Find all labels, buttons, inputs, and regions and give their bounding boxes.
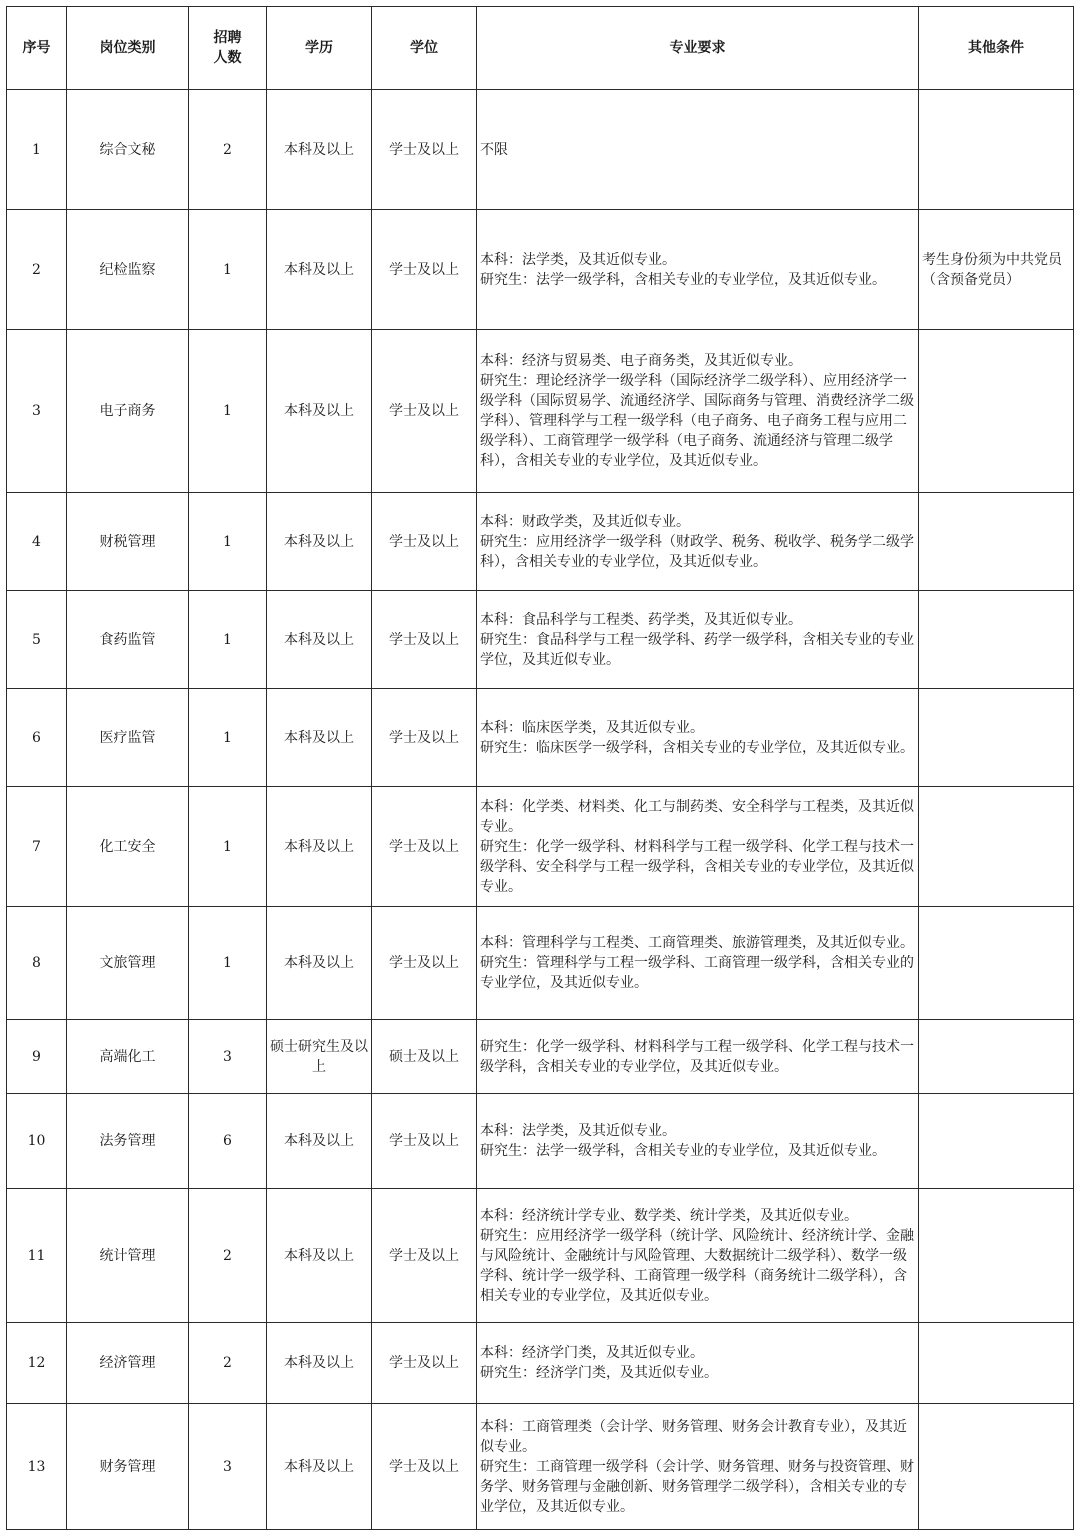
row-index: 1: [7, 90, 67, 210]
major-requirement-line: 本科：临床医学类，及其近似专业。: [480, 719, 704, 736]
table-row: [7, 1323, 1074, 1404]
row-category: 法务管理: [67, 1094, 189, 1189]
table-row: [7, 1020, 1074, 1094]
row-degree: 学士及以上: [372, 787, 477, 907]
major-requirement-line: 不限: [480, 141, 508, 158]
row-education: 本科及以上: [267, 330, 372, 493]
row-other-conditions: [919, 493, 1074, 591]
table-row: [7, 787, 1074, 907]
row-education: 本科及以上: [267, 493, 372, 591]
table-row: [7, 210, 1074, 330]
row-major-requirement: [477, 1189, 919, 1323]
row-major-requirement: [477, 493, 919, 591]
row-degree: 学士及以上: [372, 907, 477, 1020]
table-row: [7, 493, 1074, 591]
row-category: 医疗监管: [67, 689, 189, 787]
row-category: 文旅管理: [67, 907, 189, 1020]
row-degree: 学士及以上: [372, 90, 477, 210]
row-category: 经济管理: [67, 1323, 189, 1404]
row-category: 高端化工: [67, 1020, 189, 1094]
row-degree: 硕士及以上: [372, 1020, 477, 1094]
major-requirement-line: 研究生：经济学门类，及其近似专业。: [480, 1365, 718, 1381]
row-education: 本科及以上: [267, 1189, 372, 1323]
header-education: 学历: [267, 7, 372, 90]
major-requirement-line: 本科：食品科学与工程类、药学类，及其近似专业。: [480, 611, 802, 628]
row-other-conditions: [919, 1020, 1074, 1094]
table-row: [7, 90, 1074, 210]
row-index: 9: [7, 1020, 67, 1094]
major-requirement-line: 本科：经济学门类，及其近似专业。: [480, 1345, 704, 1361]
row-education: 本科及以上: [267, 1404, 372, 1530]
row-education: 本科及以上: [267, 689, 372, 787]
row-category: 综合文秘: [67, 90, 189, 210]
major-requirement-line: 本科：工商管理类（会计学、财务管理、财务会计教育专业），及其近似专业。: [480, 1418, 907, 1455]
row-other-conditions: [919, 689, 1074, 787]
row-major-requirement: [477, 1094, 919, 1189]
recruitment-table: [6, 6, 1074, 1530]
row-major-requirement: [477, 330, 919, 493]
row-count: 3: [189, 1020, 267, 1094]
table-row: [7, 1094, 1074, 1189]
row-degree: 学士及以上: [372, 1094, 477, 1189]
row-education: 硕士研究生及以上: [267, 1020, 372, 1094]
row-major-requirement: [477, 591, 919, 689]
row-count: 3: [189, 1404, 267, 1530]
row-category: 财税管理: [67, 493, 189, 591]
row-index: 8: [7, 907, 67, 1020]
row-education: 本科及以上: [267, 907, 372, 1020]
row-education: 本科及以上: [267, 1094, 372, 1189]
row-count: 2: [189, 1323, 267, 1404]
row-index: 3: [7, 330, 67, 493]
row-index: 12: [7, 1323, 67, 1404]
row-count: 1: [189, 330, 267, 493]
header-category: 岗位类别: [67, 7, 189, 90]
row-degree: 学士及以上: [372, 689, 477, 787]
major-requirement-line: 研究生：化学一级学科、材料科学与工程一级学科、化学工程与技术一级学科、安全科学与工程一级学科，含相关专业的专业学位，及其近似专业。: [480, 838, 914, 895]
table-row: [7, 1189, 1074, 1323]
row-education: 本科及以上: [267, 591, 372, 689]
row-category: 统计管理: [67, 1189, 189, 1323]
row-category: 食药监管: [67, 591, 189, 689]
row-index: 13: [7, 1404, 67, 1530]
row-index: 5: [7, 591, 67, 689]
table-row: [7, 907, 1074, 1020]
row-index: 6: [7, 689, 67, 787]
header-degree: 学位: [372, 7, 477, 90]
row-count: 2: [189, 90, 267, 210]
row-other-conditions: [919, 907, 1074, 1020]
row-major-requirement: [477, 1404, 919, 1530]
row-other-conditions: [919, 1404, 1074, 1530]
major-requirement-line: 本科：财政学类，及其近似专业。: [480, 513, 690, 530]
row-degree: 学士及以上: [372, 493, 477, 591]
major-requirement-line: 研究生：应用经济学一级学科（统计学、风险统计、经济统计学、金融与风险统计、金融统计与风险管理、大数据统计二级学科）、数学一级学科、统计学一级学科、工商管理一级学科（商务统计二级学科），含相关专业的专业学位，及其近似专业。: [480, 1227, 914, 1304]
row-count: 1: [189, 907, 267, 1020]
major-requirement-line: 研究生：法学一级学科，含相关专业的专业学位，及其近似专业。: [480, 1143, 886, 1159]
row-count: 1: [189, 591, 267, 689]
header-count-line1: 招聘: [213, 30, 242, 46]
row-count: 6: [189, 1094, 267, 1189]
row-major-requirement: [477, 787, 919, 907]
row-major-requirement: [477, 907, 919, 1020]
row-degree: 学士及以上: [372, 1404, 477, 1530]
row-other-conditions: [919, 1094, 1074, 1189]
row-index: 7: [7, 787, 67, 907]
header-count-line2: 人数: [213, 50, 242, 66]
row-degree: 学士及以上: [372, 210, 477, 330]
row-other-conditions: [919, 1189, 1074, 1323]
row-count: 1: [189, 787, 267, 907]
major-requirement-line: 研究生：食品科学与工程一级学科、药学一级学科，含相关专业的专业学位，及其近似专业。: [480, 631, 914, 668]
row-index: 2: [7, 210, 67, 330]
row-other-conditions: 考生身份须为中共党员（含预备党员）: [919, 210, 1074, 330]
row-other-conditions: [919, 1323, 1074, 1404]
major-requirement-line: 研究生：临床医学一级学科，含相关专业的专业学位，及其近似专业。: [480, 739, 914, 756]
row-other-conditions: [919, 330, 1074, 493]
row-category: 财务管理: [67, 1404, 189, 1530]
row-major-requirement: [477, 1020, 919, 1094]
header-major: 专业要求: [477, 7, 919, 90]
header-count: [189, 7, 267, 90]
major-requirement-line: 研究生：理论经济学一级学科（国际经济学二级学科）、应用经济学一级学科（国际贸易学、流通经济学、国际商务与管理、消费经济学二级学科）、管理科学与工程一级学科（电子商务、电子商务工程与应用二级学科）、工商管理学一级学科（电子商务、流通经济与管理二级学科），含相关专业的专业学位，及其近似专业。: [480, 373, 914, 469]
row-index: 10: [7, 1094, 67, 1189]
major-requirement-line: 研究生：法学一级学科，含相关专业的专业学位，及其近似专业。: [480, 271, 886, 288]
row-index: 11: [7, 1189, 67, 1323]
major-requirement-line: 研究生：应用经济学一级学科（财政学、税务、税收学、税务学二级学科），含相关专业的专业学位，及其近似专业。: [480, 533, 914, 570]
row-degree: 学士及以上: [372, 591, 477, 689]
table-row: [7, 689, 1074, 787]
row-education: 本科及以上: [267, 1323, 372, 1404]
major-requirement-line: 本科：经济与贸易类、电子商务类，及其近似专业。: [480, 353, 802, 369]
row-category: 纪检监察: [67, 210, 189, 330]
row-count: 1: [189, 689, 267, 787]
major-requirement-line: 本科：法学类，及其近似专业。: [480, 251, 676, 268]
row-other-conditions: [919, 591, 1074, 689]
row-major-requirement: [477, 1323, 919, 1404]
row-degree: 学士及以上: [372, 330, 477, 493]
header-row: [7, 7, 1074, 90]
major-requirement-line: 本科：化学类、材料类、化工与制药类、安全科学与工程类，及其近似专业。: [480, 798, 914, 835]
row-count: 1: [189, 210, 267, 330]
row-index: 4: [7, 493, 67, 591]
row-category: 电子商务: [67, 330, 189, 493]
row-category: 化工安全: [67, 787, 189, 907]
row-major-requirement: [477, 689, 919, 787]
row-other-conditions: [919, 787, 1074, 907]
table-row: [7, 591, 1074, 689]
row-degree: 学士及以上: [372, 1323, 477, 1404]
major-requirement-line: 本科：经济统计学专业、数学类、统计学类，及其近似专业。: [480, 1207, 858, 1224]
table-body: [7, 90, 1074, 1530]
header-index: 序号: [7, 7, 67, 90]
major-requirement-line: 研究生：化学一级学科、材料科学与工程一级学科、化学工程与技术一级学科，含相关专业的专业学位，及其近似专业。: [480, 1038, 914, 1075]
row-education: 本科及以上: [267, 787, 372, 907]
row-education: 本科及以上: [267, 210, 372, 330]
row-education: 本科及以上: [267, 90, 372, 210]
major-requirement-line: 研究生：管理科学与工程一级学科、工商管理一级学科，含相关专业的专业学位，及其近似专业。: [480, 955, 914, 991]
major-requirement-line: 研究生：工商管理一级学科（会计学、财务管理、财务与投资管理、财务学、财务管理与金融创新、财务管理学二级学科），含相关专业的专业学位，及其近似专业。: [480, 1458, 914, 1515]
table-row: [7, 1404, 1074, 1530]
row-other-conditions: [919, 90, 1074, 210]
row-major-requirement: [477, 210, 919, 330]
major-requirement-line: 本科：法学类，及其近似专业。: [480, 1123, 676, 1139]
row-major-requirement: [477, 90, 919, 210]
row-count: 1: [189, 493, 267, 591]
header-other: 其他条件: [919, 7, 1074, 90]
table-row: [7, 330, 1074, 493]
row-degree: 学士及以上: [372, 1189, 477, 1323]
major-requirement-line: 本科：管理科学与工程类、工商管理类、旅游管理类，及其近似专业。: [480, 935, 914, 951]
row-count: 2: [189, 1189, 267, 1323]
